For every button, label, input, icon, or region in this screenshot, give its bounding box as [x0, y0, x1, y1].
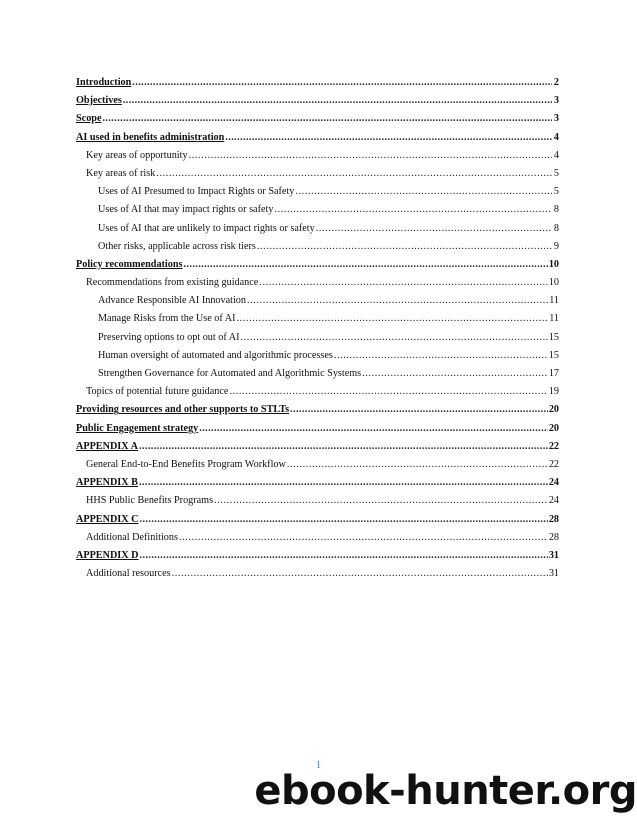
toc-entry-hhs-public-benefits[interactable] [76, 492, 559, 510]
toc-entry-page: 28 [548, 531, 559, 543]
dot-leader [241, 329, 548, 347]
toc-entry-title[interactable]: Uses of AI that are unlikely to impact rights or safety [98, 222, 315, 234]
toc-entry-title[interactable]: Policy recommendations [76, 258, 183, 270]
toc-entry-page: 20 [548, 422, 559, 434]
toc-entry-manage-risks[interactable] [76, 310, 559, 328]
toc-entry-title[interactable]: APPENDIX B [76, 477, 138, 489]
toc-entry-policy-recommendations[interactable] [76, 256, 559, 274]
dot-leader [229, 383, 547, 401]
toc-entry-page: 3 [553, 95, 559, 107]
toc-entry-introduction[interactable] [76, 74, 559, 92]
toc-entry-page: 24 [548, 495, 559, 507]
toc-entry-appendix-d[interactable] [76, 547, 559, 565]
toc-entry-general-workflow[interactable] [76, 456, 559, 474]
table-of-contents [76, 74, 559, 583]
dot-leader [237, 310, 549, 328]
toc-entry-page: 5 [553, 186, 559, 198]
toc-entry-title[interactable]: Key areas of opportunity [86, 149, 188, 161]
toc-entry-uses-may-impact[interactable] [76, 201, 559, 219]
toc-entry-additional-definitions[interactable] [76, 529, 559, 547]
toc-entry-title[interactable]: Manage Risks from the Use of AI [98, 313, 236, 325]
toc-entry-title[interactable]: Other risks, applicable across risk tiers [98, 240, 256, 252]
dot-leader [316, 220, 552, 238]
toc-entry-title[interactable]: Public Engagement strategy [76, 422, 199, 434]
dot-leader [140, 511, 548, 529]
dot-leader [334, 347, 548, 365]
dot-leader [257, 238, 552, 256]
dot-leader [259, 274, 548, 292]
toc-entry-title[interactable]: AI used in benefits administration [76, 131, 225, 143]
toc-entry-page: 4 [553, 149, 559, 161]
toc-entry-title[interactable]: APPENDIX A [76, 440, 138, 452]
toc-entry-ai-used-in-benefits-administration[interactable] [76, 129, 559, 147]
toc-entry-page: 28 [548, 513, 559, 525]
dot-leader [132, 74, 552, 92]
toc-entry-title[interactable]: General End-to-End Benefits Program Workflow [86, 458, 286, 470]
dot-leader [139, 474, 548, 492]
toc-entry-page: 8 [553, 204, 559, 216]
toc-entry-title[interactable]: Providing resources and other supports to STLTs [76, 404, 290, 416]
toc-entry-key-areas-of-risk[interactable] [76, 165, 559, 183]
toc-entry-page: 9 [553, 240, 559, 252]
toc-entry-title[interactable]: Preserving options to opt out of AI [98, 331, 240, 343]
toc-entry-objectives[interactable] [76, 92, 559, 110]
toc-entry-title[interactable]: Introduction [76, 77, 132, 88]
dot-leader [172, 565, 548, 583]
dot-leader [140, 547, 548, 565]
toc-entry-page: 22 [548, 440, 559, 452]
toc-entry-title[interactable]: Scope [76, 113, 102, 125]
dot-leader [274, 201, 552, 219]
dot-leader [214, 492, 548, 510]
toc-entry-title[interactable]: Key areas of risk [86, 167, 156, 179]
toc-entry-providing-resources[interactable] [76, 401, 559, 419]
toc-entry-title[interactable]: Uses of AI that may impact rights or safety [98, 204, 274, 216]
toc-entry-page: 8 [553, 222, 559, 234]
dot-leader [290, 401, 548, 419]
dot-leader [247, 292, 548, 310]
toc-entry-advance-responsible-ai[interactable] [76, 292, 559, 310]
toc-entry-title[interactable]: APPENDIX D [76, 549, 139, 561]
toc-entry-title[interactable]: HHS Public Benefits Programs [86, 495, 214, 507]
toc-entry-uses-presumed-to-impact[interactable] [76, 183, 559, 201]
toc-entry-page: 17 [548, 368, 559, 379]
toc-entry-page: 2 [553, 77, 559, 88]
dot-leader [189, 147, 552, 165]
toc-entry-page: 10 [548, 277, 559, 289]
watermark: ebook-hunter.org [254, 768, 637, 814]
toc-entry-page: 5 [553, 167, 559, 179]
dot-leader [123, 92, 552, 110]
toc-entry-page: 15 [548, 349, 559, 361]
toc-entry-page: 3 [553, 113, 559, 125]
toc-entry-title[interactable]: Additional Definitions [86, 531, 178, 543]
toc-entry-preserving-opt-out[interactable] [76, 329, 559, 347]
toc-entry-page: 31 [548, 549, 559, 561]
dot-leader [179, 529, 548, 547]
toc-entry-appendix-c[interactable] [76, 511, 559, 529]
toc-entry-topics-future-guidance[interactable] [76, 383, 559, 401]
toc-entry-scope[interactable] [76, 110, 559, 128]
toc-entry-page: 31 [548, 568, 559, 580]
toc-entry-page: 11 [549, 295, 559, 307]
toc-entry-title[interactable]: Strengthen Governance for Automated and Algorithmic Systems [98, 368, 362, 379]
toc-entry-title[interactable]: Uses of AI Presumed to Impact Rights or Safety [98, 186, 295, 198]
toc-entry-appendix-a[interactable] [76, 438, 559, 456]
toc-entry-page: 24 [548, 477, 559, 489]
toc-entry-additional-resources[interactable] [76, 565, 559, 583]
toc-entry-title[interactable]: APPENDIX C [76, 513, 139, 525]
toc-entry-page: 11 [549, 313, 559, 325]
toc-entry-strengthen-governance[interactable] [76, 365, 559, 383]
dot-leader [225, 129, 552, 147]
toc-entry-title[interactable]: Human oversight of automated and algorithmic processes [98, 349, 333, 361]
toc-entry-appendix-b[interactable] [76, 474, 559, 492]
toc-entry-page: 22 [548, 458, 559, 470]
dot-leader [102, 110, 552, 128]
toc-entry-page: 10 [548, 258, 559, 270]
page-number: 1 [316, 760, 321, 771]
toc-entry-title[interactable]: Objectives [76, 95, 122, 107]
dot-leader [287, 456, 548, 474]
dot-leader [139, 438, 548, 456]
toc-entry-title[interactable]: Additional resources [86, 568, 171, 580]
dot-leader [295, 183, 552, 201]
toc-entry-title[interactable]: Advance Responsible AI Innovation [98, 295, 246, 307]
toc-entry-human-oversight[interactable] [76, 347, 559, 365]
dot-leader [183, 256, 547, 274]
toc-entry-page: 20 [548, 404, 559, 416]
toc-entry-page: 4 [553, 131, 559, 143]
toc-entry-key-areas-of-opportunity[interactable] [76, 147, 559, 165]
dot-leader [156, 165, 552, 183]
dot-leader [199, 420, 548, 438]
dot-leader [362, 365, 548, 383]
toc-entry-public-engagement[interactable] [76, 420, 559, 438]
toc-entry-page: 15 [548, 331, 559, 343]
toc-entry-title[interactable]: Recommendations from existing guidance [86, 277, 259, 289]
toc-entry-uses-unlikely-to-impact[interactable] [76, 220, 559, 238]
toc-entry-title[interactable]: Topics of potential future guidance [86, 386, 229, 398]
toc-entry-other-risks[interactable] [76, 238, 559, 256]
toc-entry-page: 19 [548, 386, 559, 398]
toc-entry-recommendations-from-existing-guidance[interactable] [76, 274, 559, 292]
